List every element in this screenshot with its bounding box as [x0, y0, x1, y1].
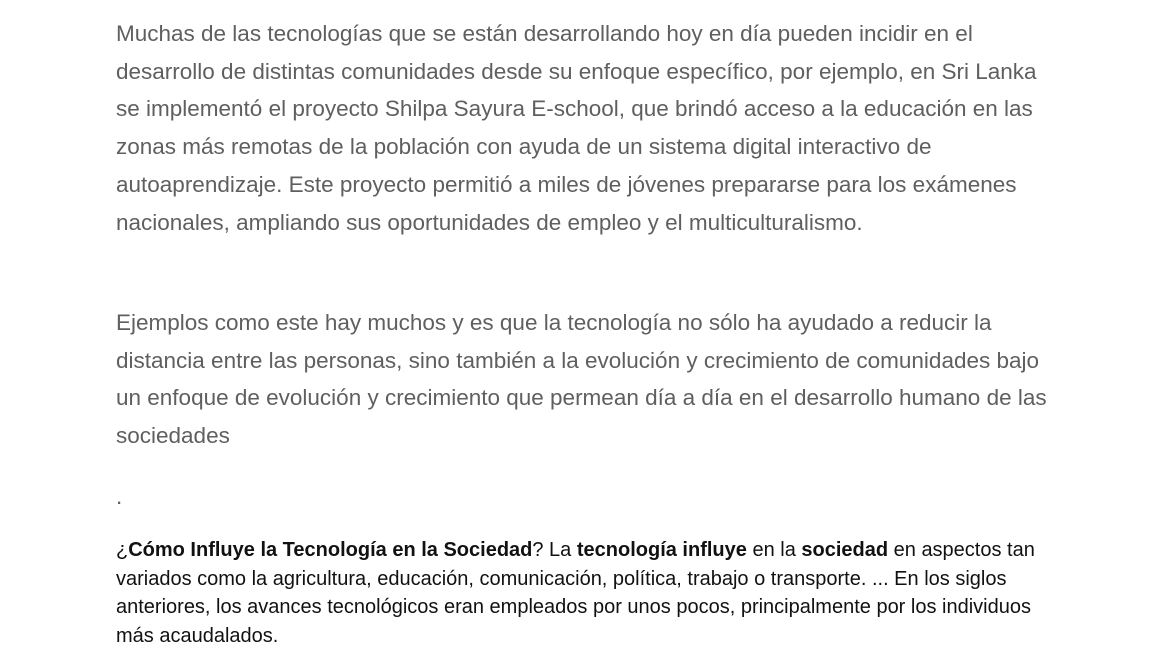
- text-segment: ? La: [532, 539, 577, 561]
- paragraph-technology-examples: Ejemplos como este hay muchos y es que la tecnología no sólo ha ayudado a reducir la distancia entre las personas, sino también a la evolución y crecimiento de comunidades bajo un enfoque de evolución y crecimiento que permean día a día en el desarrollo humano de las sociedades: [116, 310, 1047, 449]
- text-segment: en la: [746, 539, 802, 561]
- question-open-mark: ¿: [116, 539, 129, 561]
- paragraph-technology-communities: Muchas de las tecnologías que se están desarrollando hoy en día pueden incidir en el desarrollo de distintas comunidades desde su enfoque específico, por ejemplo, en Sri Lanka se implementó el proyecto Shilpa Sayura E-school, que brindó acceso a la educación en las zonas más remotas de la población con ayuda de un sistema digital interactivo de autoaprendizaje. Este proyecto permitió a miles de jóvenes prepararse para los exámenes nacionales, ampliando sus oportunidades de empleo y el multiculturalismo.: [116, 21, 1037, 235]
- bold-question-title: Cómo Influye la Tecnología en la Sociedad: [128, 539, 533, 561]
- paragraph-technology-influence: [116, 536, 1056, 650]
- bold-keyword-technology: tecnología influye: [576, 539, 747, 561]
- separator-dot: .: [116, 484, 123, 509]
- bold-keyword-society: sociedad: [801, 539, 889, 561]
- text-segment: en aspectos tan variados como la agricultura, educación, comunicación, política, trabajo o transporte. ... En los siglos anteriores, los avances tecnológicos eran empleados por unos pocos, principalmente por los individuos más acaudalados.: [116, 539, 1035, 647]
